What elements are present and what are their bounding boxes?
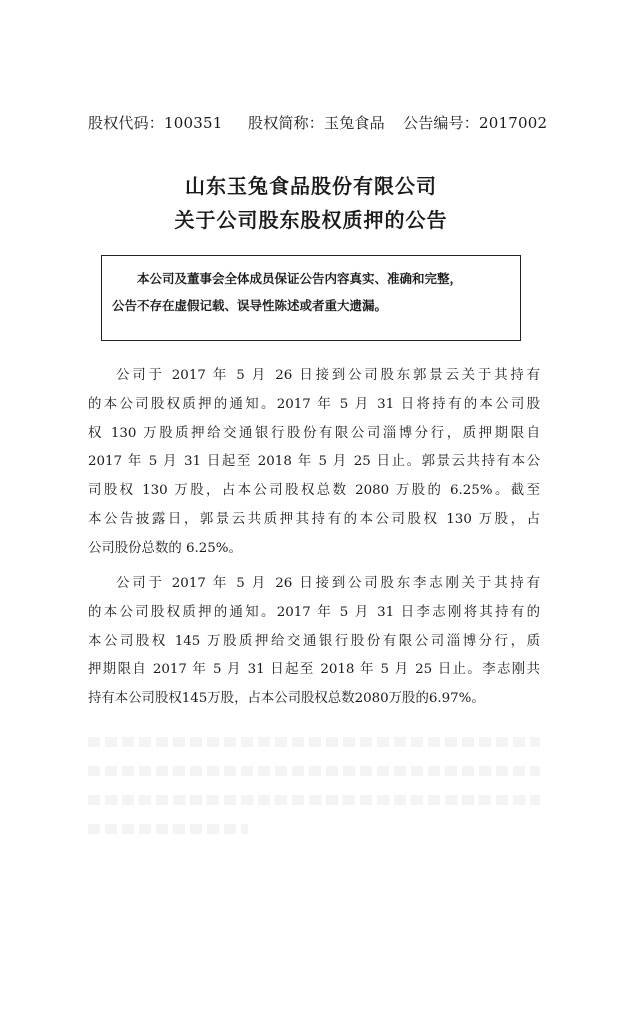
announcement-title: 关于公司股东股权质押的公告 [174, 208, 448, 232]
document-header [88, 112, 548, 133]
bleed-through-line [88, 766, 540, 776]
paragraph-line: 的本公司股权质押的通知。2017 年 5 月 31 日李志刚将其持有的 [88, 604, 540, 620]
disclaimer-box [101, 255, 521, 341]
paragraph-line: 本公司股权 145 万股质押给交通银行股份有限公司淄博分行，质 [88, 633, 540, 649]
bleed-through-line [88, 824, 248, 834]
disclaimer-line-2: 公告不存在虚假记载、误导性陈述或者重大遗漏。 [112, 298, 388, 313]
notice-number: 公告编号：2017002 [403, 114, 548, 132]
paragraph-li-zhigang [88, 570, 540, 714]
paragraph-line: 公司于 2017 年 5 月 26 日接到公司股东李志刚关于其持有 [116, 576, 540, 591]
paragraph-line: 持有本公司股权145万股，占本公司股权总数2080万股的6.97%。 [88, 691, 485, 707]
stock-code: 股权代码：100351 [88, 114, 223, 132]
paragraph-line: 的本公司股权质押的通知。2017 年 5 月 31 日将持有的本公司股 [88, 396, 540, 412]
paragraph-line: 公司股份总数的 6.25%。 [88, 540, 242, 556]
company-title: 山东玉兔食品股份有限公司 [185, 174, 437, 198]
bleed-through-line [88, 737, 540, 747]
paragraph-line: 公司于 2017 年 5 月 26 日接到公司股东郭景云关于其持有 [116, 368, 540, 383]
paragraph-line: 2017 年 5 月 31 日起至 2018 年 5 月 25 日止。郭景云共持有本公 [88, 454, 540, 470]
disclaimer-line-1: 本公司及董事会全体成员保证公告内容真实、准确和完整， [137, 271, 463, 286]
stock-short-name: 股权简称：玉兔食品 [248, 114, 385, 132]
paragraph-line: 权 130 万股质押给交通银行股份有限公司淄博分行，质押期限自 [88, 425, 540, 441]
paragraph-line: 司股权 130 万股，占本公司股权总数 2080 万股的 6.25%。截至 [88, 483, 540, 499]
paragraph-line: 本公告披露日，郭景云共质押其持有的本公司股权 130 万股，占 [88, 511, 540, 527]
paragraph-guo-jingyun [88, 362, 540, 564]
paragraph-line: 押期限自 2017 年 5 月 31 日起至 2018 年 5 月 25 日止。李志刚共 [88, 662, 540, 678]
bleed-through-line [88, 795, 540, 805]
